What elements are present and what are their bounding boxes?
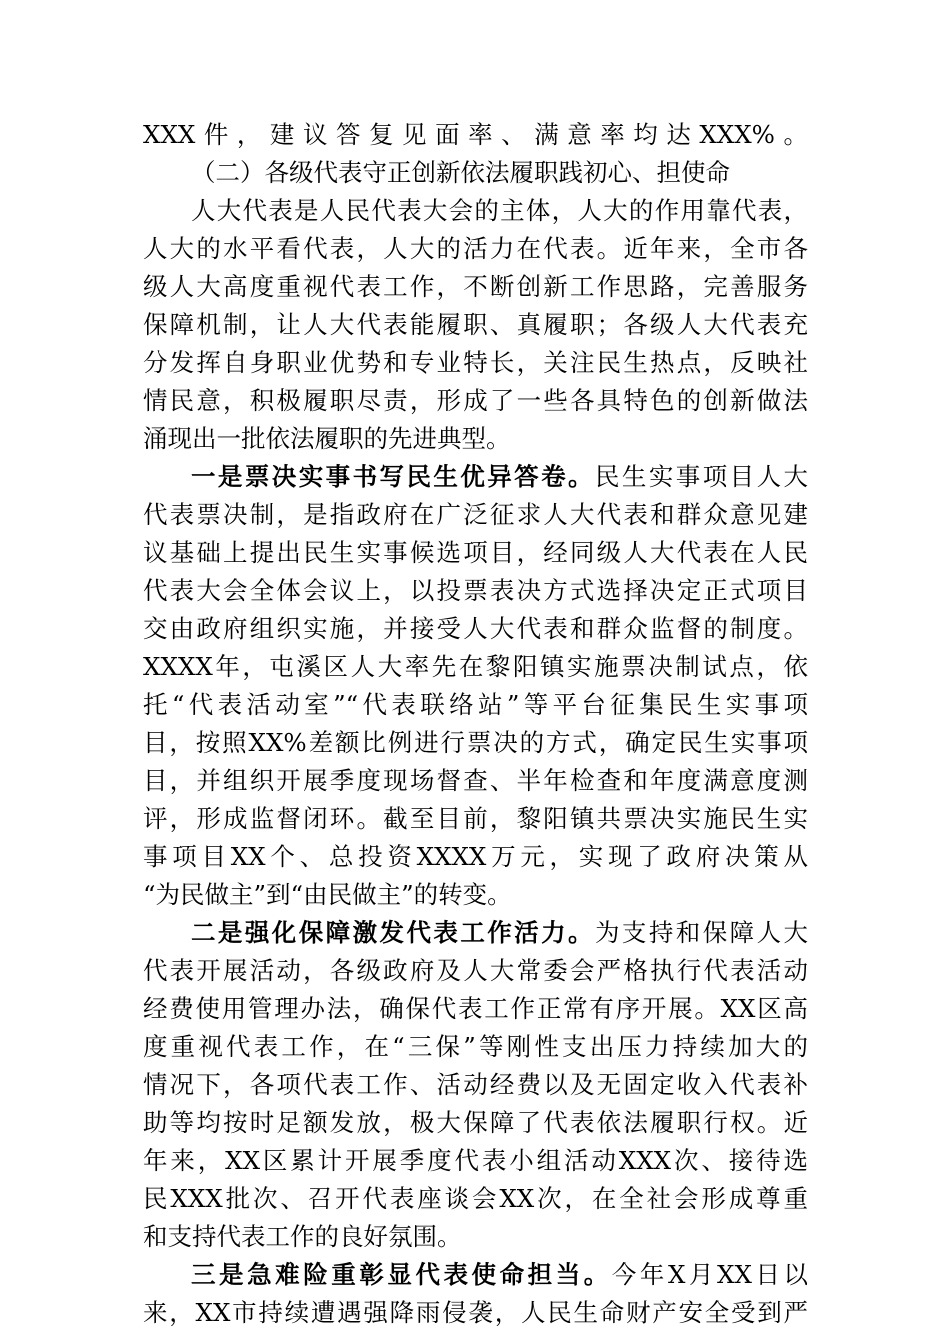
paragraph-first-line: 人大代表是人民代表大会的主体，人大的作用靠代表， [191,196,808,225]
text-line: 交由政府组织实施，并接受人大代表和群众监督的制度。 [143,614,808,643]
text-run: 民生实事项目人大 [594,462,809,491]
text-line: 年来，XX区累计开展季度代表小组活动XXX次、接待选 [143,1146,808,1175]
text-line: 助等均按时足额发放，极大保障了代表依法履职行权。近 [143,1108,808,1137]
text-line: 度重视代表工作，在“三保”等刚性支出压力持续加大的 [143,1032,808,1061]
text-line: 涌现出一批依法履职的先进典型。 [143,424,511,453]
lead-sentence: 三是急难险重彰显代表使命担当。 [191,1260,612,1289]
text-line: 评，形成监督闭环。截至目前，黎阳镇共票决实施民生实 [143,804,808,833]
text-line: 代表票决制，是指政府在广泛征求人大代表和群众意见建 [143,500,808,529]
text-line: 议基础上提出民生实事候选项目，经同级人大代表在人民 [143,538,808,567]
text-line: 目，并组织开展季度现场督查、半年检查和年度满意度测 [143,766,808,795]
section-heading: （二）各级代表守正创新依法履职践初心、担使命 [191,158,730,187]
text-line: 级人大高度重视代表工作，不断创新工作思路，完善服务 [143,272,808,301]
text-line: 情况下，各项代表工作、活动经费以及无固定收入代表补 [143,1070,808,1099]
lead-sentence: 一是票决实事书写民生优异答卷。 [191,462,595,491]
text-line: 和支持代表工作的良好氛围。 [143,1222,462,1251]
text-line: 经费使用管理办法，确保代表工作正常有序开展。XX区高 [143,994,808,1023]
paragraph-first-line [191,457,808,497]
text-line: 代表开展活动，各级政府及人大常委会严格执行代表活动 [143,956,808,985]
text-line: 托“代表活动室”“代表联络站”等平台征集民生实事项 [143,690,808,719]
text-line: 事项目XX个、总投资XXXX万元，实现了政府决策从 [143,842,808,871]
text-line: 分发挥自身职业优势和专业特长，关注民生热点，反映社 [143,348,808,377]
paragraph-first-line [191,913,808,953]
text-line: 民XXX批次、召开代表座谈会XX次，在全社会形成尊重 [143,1184,808,1213]
text-run: 今年X月XX日以 [611,1260,809,1289]
lead-sentence: 二是强化保障激发代表工作活力。 [191,918,595,947]
text-line: “为民做主”到“由民做主”的转变。 [143,880,512,909]
text-line: 保障机制，让人大代表能履职、真履职；各级人大代表充 [143,310,808,339]
text-line: 人大的水平看代表，人大的活力在代表。近年来，全市各 [143,234,808,263]
paragraph-first-line [191,1255,808,1295]
text-line: XXXX年，屯溪区人大率先在黎阳镇实施票决制试点，依 [143,652,808,681]
text-line: 代表大会全体会议上，以投票表决方式选择决定正式项目 [143,576,808,605]
text-line: 情民意，积极履职尽责，形成了一些各具特色的创新做法 [143,386,808,415]
text-line: 目，按照XX%差额比例进行票决的方式，确定民生实事项 [143,728,808,757]
text-line: XXX件，建议答复见面率、满意率均达XXX%。 [143,120,808,149]
text-run: 为支持和保障人大 [594,918,809,947]
text-line: 来，XX市持续遭遇强降雨侵袭，人民生命财产安全受到严 [143,1298,808,1327]
